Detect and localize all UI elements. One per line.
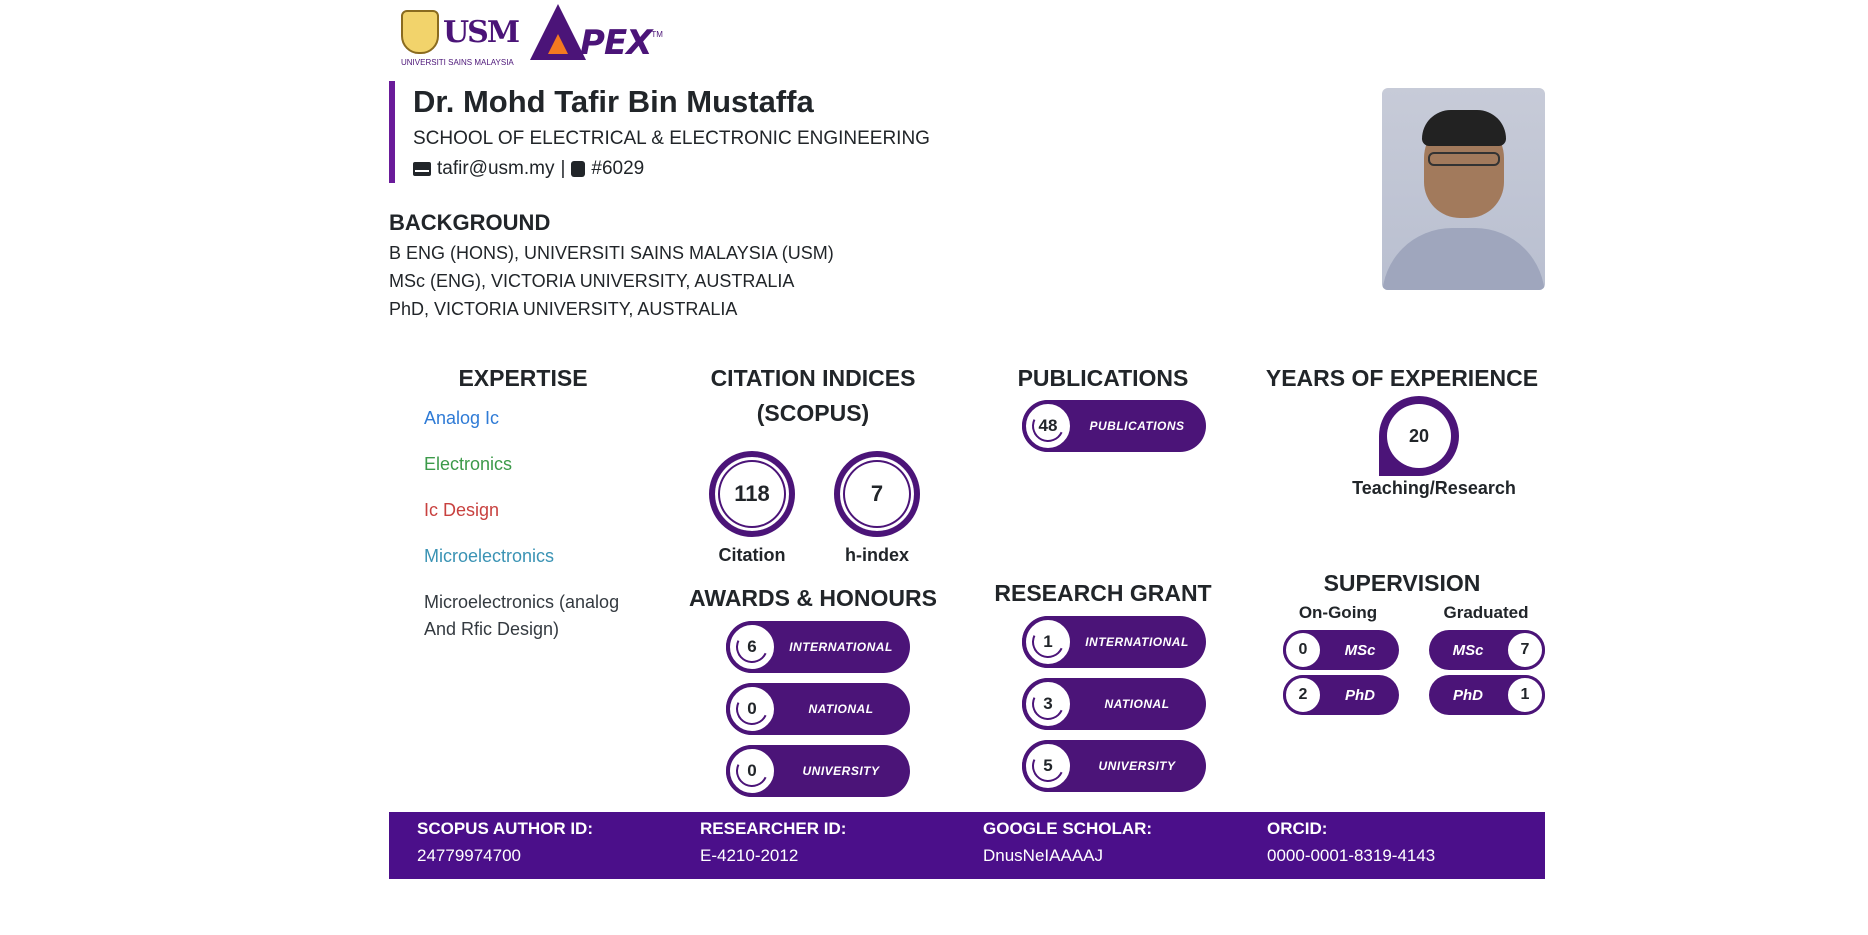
usm-crest-icon xyxy=(401,10,439,54)
awards-national-label: NATIONAL xyxy=(808,702,874,716)
email-link[interactable]: tafir@usm.my xyxy=(437,158,555,179)
expertise-item[interactable]: Analog Ic xyxy=(424,408,500,428)
supervision-title: SUPERVISION xyxy=(1323,570,1481,596)
school-name: SCHOOL OF ELECTRICAL & ELECTRONIC ENGINEERING xyxy=(413,128,930,149)
profile-header xyxy=(389,81,930,183)
experience-marker xyxy=(1379,396,1459,476)
usm-logo-subtitle: UNIVERSITI SAINS MALAYSIA xyxy=(401,58,514,67)
researcher-id-block xyxy=(700,819,846,866)
grant-international-label: INTERNATIONAL xyxy=(1085,635,1189,649)
researcher-ids-footer xyxy=(389,812,1545,879)
supervision-graduated-msc-pill[interactable] xyxy=(1429,630,1545,670)
expertise-item[interactable]: Ic Design xyxy=(424,500,500,520)
supervision-graduated-phd-count: 1 xyxy=(1505,675,1545,715)
profile-photo xyxy=(1382,88,1545,290)
grant-national-pill[interactable] xyxy=(1022,678,1206,730)
grant-international-count: 1 xyxy=(1022,616,1074,668)
citation-count-label: Citation xyxy=(718,545,786,565)
supervision-ongoing-phd-count: 2 xyxy=(1283,675,1323,715)
apex-logo-text: PEX xyxy=(580,23,652,63)
researcher-id-value[interactable]: E-4210-2012 xyxy=(700,846,799,865)
google-scholar-value[interactable]: DnusNeIAAAAJ xyxy=(983,846,1103,865)
awards-national-count: 0 xyxy=(726,683,778,735)
scopus-id-label: SCOPUS AUTHOR ID: xyxy=(417,819,593,838)
supervision-graduated-title: Graduated xyxy=(1443,603,1529,622)
h-index-label: h-index xyxy=(844,545,909,565)
citation-title-line2: (SCOPUS) xyxy=(756,400,870,426)
grant-university-count: 5 xyxy=(1022,740,1074,792)
envelope-icon xyxy=(413,162,431,176)
citation-title-line1: CITATION INDICES xyxy=(710,365,916,391)
supervision-graduated-phd-pill[interactable] xyxy=(1429,675,1545,715)
background-line: MSc (ENG), VICTORIA UNIVERSITY, AUSTRALIA xyxy=(389,271,795,291)
supervision-ongoing-title: On-Going xyxy=(1298,603,1378,622)
awards-university-label: UNIVERSITY xyxy=(802,764,880,778)
awards-international-pill[interactable] xyxy=(726,621,910,673)
publications-pill[interactable] xyxy=(1022,400,1206,452)
awards-title: AWARDS & HONOURS xyxy=(689,585,937,611)
expertise-item[interactable]: Microelectronics (analog And Rfic Design) xyxy=(424,592,620,639)
h-index-circle: 7 xyxy=(834,451,920,537)
header-logos xyxy=(401,2,663,67)
usm-logo-text: USM xyxy=(443,14,519,50)
supervision-ongoing-msc-count: 0 xyxy=(1283,630,1323,670)
google-scholar-label: GOOGLE SCHOLAR: xyxy=(983,819,1153,838)
scopus-id-block xyxy=(417,819,593,866)
background-section xyxy=(389,210,834,320)
awards-international-count: 6 xyxy=(726,621,778,673)
researcher-name: Dr. Mohd Tafir Bin Mustaffa xyxy=(413,84,814,119)
grant-national-count: 3 xyxy=(1022,678,1074,730)
scopus-id-value[interactable]: 24779974700 xyxy=(417,846,522,865)
apex-trademark: TM xyxy=(651,30,663,39)
orcid-block xyxy=(1267,819,1435,866)
expertise-item[interactable]: Electronics xyxy=(424,454,513,474)
awards-university-pill[interactable] xyxy=(726,745,910,797)
background-title: BACKGROUND xyxy=(389,210,551,235)
apex-a-icon xyxy=(530,4,586,60)
supervision-ongoing-msc-label: MSc xyxy=(1344,641,1376,659)
awards-university-count: 0 xyxy=(726,745,778,797)
expertise-title: EXPERTISE xyxy=(458,365,588,391)
experience-title: YEARS OF EXPERIENCE xyxy=(1265,365,1539,391)
supervision-ongoing-msc-pill[interactable] xyxy=(1283,630,1399,670)
supervision-ongoing-phd-label: PhD xyxy=(1345,686,1375,704)
supervision-graduated-phd-label: PhD xyxy=(1453,686,1483,704)
usm-logo[interactable] xyxy=(401,10,519,67)
background-line: B ENG (HONS), UNIVERSITI SAINS MALAYSIA (USM) xyxy=(389,243,834,263)
citation-count-circle: 118 xyxy=(709,451,795,537)
experience-label: Teaching/Research xyxy=(1352,478,1516,498)
google-scholar-block xyxy=(983,819,1152,866)
publications-title: PUBLICATIONS xyxy=(1017,365,1189,391)
grant-national-label: NATIONAL xyxy=(1104,697,1170,711)
apex-logo[interactable] xyxy=(530,4,663,63)
contact-separator: | xyxy=(560,158,566,179)
experience-years: 20 xyxy=(1387,404,1451,468)
citation-title xyxy=(679,365,947,427)
expertise-item[interactable]: Microelectronics xyxy=(424,546,555,566)
grant-university-label: UNIVERSITY xyxy=(1098,759,1176,773)
research-grant-title: RESEARCH GRANT xyxy=(994,580,1212,606)
background-line: PhD, VICTORIA UNIVERSITY, AUSTRALIA xyxy=(389,299,738,319)
grant-university-pill[interactable] xyxy=(1022,740,1206,792)
publications-pill-label: PUBLICATIONS xyxy=(1089,419,1185,433)
supervision-graduated-msc-count: 7 xyxy=(1505,630,1545,670)
phone-icon xyxy=(571,161,585,177)
awards-international-label: INTERNATIONAL xyxy=(789,640,893,654)
phone-extension: #6029 xyxy=(591,158,645,179)
publications-count: 48 xyxy=(1022,400,1074,452)
grant-international-pill[interactable] xyxy=(1022,616,1206,668)
supervision-ongoing-phd-pill[interactable] xyxy=(1283,675,1399,715)
profile-page xyxy=(389,0,1545,935)
contact-line xyxy=(413,158,930,180)
researcher-id-label: RESEARCHER ID: xyxy=(700,819,847,838)
supervision-graduated-msc-label: MSc xyxy=(1452,641,1484,659)
orcid-value[interactable]: 0000-0001-8319-4143 xyxy=(1267,846,1436,865)
awards-national-pill[interactable] xyxy=(726,683,910,735)
expertise-list xyxy=(424,405,634,662)
orcid-label: ORCID: xyxy=(1267,819,1328,838)
